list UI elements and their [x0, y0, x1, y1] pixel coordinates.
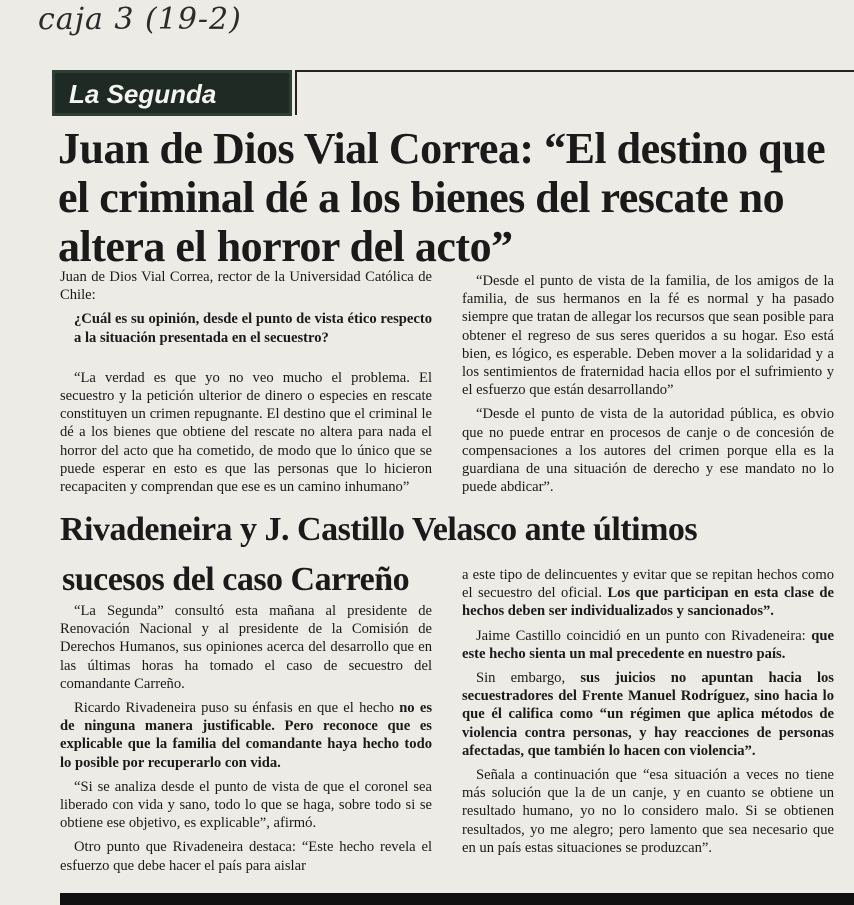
next-headline-fragment: [60, 893, 854, 905]
article2-right-column: [462, 566, 834, 863]
article2-text: a este tipo de delincuentes y evitar que se repitan hechos como el secuestro del oficial.: [462, 567, 834, 602]
article2-paragraph: Señala a continuación que “esa situación a veces no tiene más solución que la de un canje, y en cuanto se obtiene un resultado humano, yo no lo considero malo. Si se obtienen resultados, yo me alegro; pero lamento que sea necesario que en un país estas situaciones se produzcan”.: [462, 767, 834, 856]
article1-paragraph: “La verdad es que yo no veo mucho el problema. El secuestro y la petición ulterior de dinero o especies en rescate constituyen un crimen repugnante. El destino que el criminal le dé a los bienes que obtiene del rescate no altera para nada el horror del acto que ha cometido, de modo que lo único que se puede esperar en esto es que las personas que lo hicieron recapaciten y comprendan que ese es un camino inhumano”: [60, 369, 432, 496]
subheadline-line1: Rivadeneira y J. Castillo Velasco ante últimos: [60, 511, 698, 548]
article2-paragraph: [462, 566, 834, 621]
article2-emphasis: que este hecho sienta un mal precedente en nuestro país.: [462, 627, 834, 662]
article1-paragraph: “Desde el punto de vista de la familia, de los amigos de la familia, de sus hermanos en la fé es normal y ha pasado siempre que tratan de allegar los recursos que sean posible para obtener el regreso de sus seres queridos a su hogar. Eso está bien, es lógico, es esperable. Deben mover a la solidaridad y a los sentimientos de fraternidad hacia ellos por el sufrimiento y el esfuerzo que están desarrollando”: [462, 273, 834, 399]
article1-intro: Juan de Dios Vial Correa, rector de la Universidad Católica de Chile:: [60, 269, 432, 304]
header-rule: [295, 70, 854, 115]
article2-paragraph: “La Segunda” consultó esta mañana al presidente de Renovación Nacional y al presidente de la Comisión de Derechos Humanos, sus opiniones acerca del desarrollo que en las últimas horas ha tomado el caso de secuestro del comandante Carreño.: [60, 603, 432, 692]
section-name: La Segunda: [69, 79, 217, 109]
article2-paragraph: “Si se analiza desde el punto de vista de que el coronel sea liberado con vida y sano, todo lo que se haga, sobre todo si se obtiene ese objetivo, es explicable”, afirmó.: [60, 778, 432, 832]
article1-left-column: [60, 268, 432, 502]
article2-left-column: [60, 602, 432, 881]
section-masthead: [52, 70, 292, 116]
article2-paragraph: [462, 627, 834, 663]
subheadline-line2: sucesos del caso Carreño: [62, 561, 410, 598]
article2-paragraph: [462, 669, 834, 760]
article2-emphasis: no es de ninguna manera justificable. Pero reconoce que es explicable que la familia del comandante haya hecho todo lo posible por recuperarlo con vida.: [60, 700, 432, 771]
headline: Juan de Dios Vial Correa: “El destino que el criminal dé a los bienes del rescate no altera el horror del acto”: [58, 124, 826, 271]
article2-paragraph: Otro punto que Rivadeneira destaca: “Este hecho revela el esfuerzo que debe hacer el país para aislar: [60, 839, 432, 874]
article2-emphasis: Los que participan en esta clase de hechos deben ser individualizados y sancionados”.: [462, 585, 834, 620]
article2-text: Jaime Castillo coincidió en un punto con Rivadeneira:: [476, 627, 812, 644]
article2-paragraph: [60, 699, 432, 772]
article1-question: ¿Cuál es su opinión, desde el punto de vista ético respecto a la situación presentada en el secuestro?: [74, 311, 432, 346]
article1-paragraph: “Desde el punto de vista de la autoridad pública, es obvio que no puede entrar en procesos de canje o de concesión de compensaciones a los autores del crimen porque ella es la guardiana de una situación de derecho y ese mandato no lo puede abdicar”.: [462, 406, 834, 496]
article2-emphasis: sus juicios no apuntan hacia los secuestradores del Frente Manuel Rodríguez, sino hacia lo que él califica como “un régimen que aplica métodos de violencia contra personas, y hay reacciones de personas afectadas, que también lo hacen con violencia”.: [462, 670, 834, 759]
article2-text: Ricardo Rivadeneira puso su énfasis en que el hecho: [74, 700, 400, 717]
handwritten-annotation: caja 3 (19-2): [38, 2, 242, 37]
article1-right-column: [462, 272, 834, 502]
article2-text: Sin embargo,: [476, 670, 581, 687]
